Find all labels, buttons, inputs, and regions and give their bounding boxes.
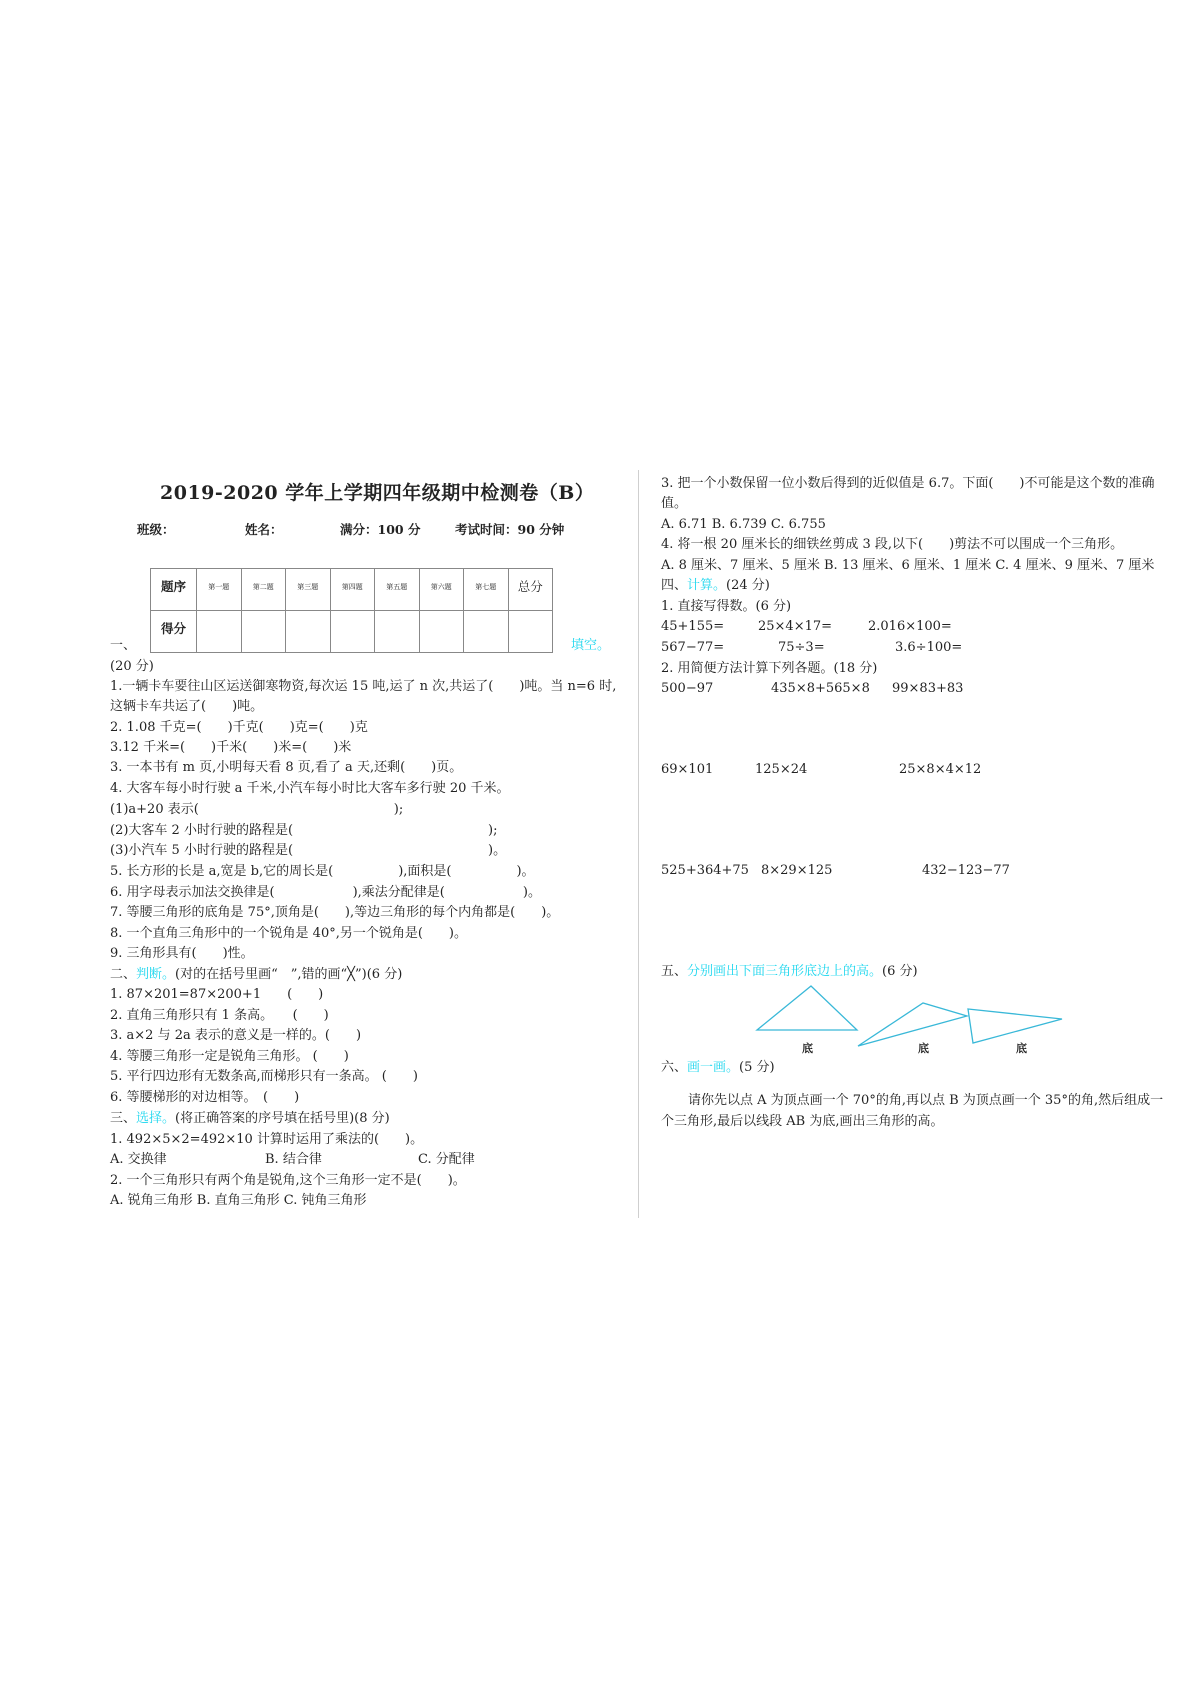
calc-item: 69×101: [661, 762, 714, 777]
s1-line: 8. 一个直角三角形中的一个锐角是 40°,另一个锐角是( )。: [110, 926, 467, 941]
col-q5: 第五题: [375, 569, 420, 611]
calc-item: 525+364+75: [661, 863, 749, 878]
s1-line: 6. 用字母表示加法交换律是( ),乘法分配律是( )。: [110, 885, 541, 900]
row-header-score: 得分: [151, 611, 197, 653]
s2-line: 1. 87×201=87×200+1 ( ): [110, 987, 324, 1002]
section4-title: 计算。: [687, 578, 727, 593]
s4-part1-title: 1. 直接写得数。(6 分): [661, 599, 792, 614]
calc-item: 500−97: [661, 681, 714, 696]
score-cell[interactable]: [375, 611, 420, 653]
calc-item: 435×8+565×8: [771, 681, 870, 696]
s1-line: 1.一辆卡车要往山区运送御寒物资,每次运 15 吨,运了 n 次,共运了( )吨。当 n=6 时,: [110, 679, 617, 694]
calc-item: 99×83+83: [892, 681, 964, 696]
score-cell[interactable]: [508, 611, 553, 653]
section5-points: (6 分): [882, 964, 918, 979]
section5-heading: [661, 962, 918, 982]
calc-item: 2.016×100=: [868, 619, 952, 634]
score-cell[interactable]: [286, 611, 331, 653]
col-q2: 第二题: [241, 569, 286, 611]
score-cell[interactable]: [197, 611, 242, 653]
s3-q2: 2. 一个三角形只有两个角是锐角,这个三角形一定不是( )。: [110, 1173, 466, 1188]
section4-heading: [661, 576, 770, 596]
s2-line: 5. 平行四边形有无数条高,而梯形只有一条高。 ( ): [110, 1069, 418, 1084]
s3-q3-options: A. 6.71 B. 6.739 C. 6.755: [661, 517, 826, 532]
calc-item: 25×8×4×12: [899, 762, 982, 777]
s2-line: 6. 等腰梯形的对边相等。 ( ): [110, 1090, 300, 1105]
s1-line: 9. 三角形具有( )性。: [110, 946, 254, 961]
score-table-header-row: [151, 569, 553, 611]
score-cell[interactable]: [464, 611, 509, 653]
s1-line: (1)a+20 表示( );: [110, 802, 404, 817]
section6-number: 六、: [661, 1060, 688, 1075]
full-score: 满分：100 分: [340, 522, 421, 537]
s3-q2-options: A. 锐角三角形 B. 直角三角形 C. 钝角三角形: [110, 1193, 367, 1208]
col-q1: 第一题: [197, 569, 242, 611]
page-title: 2019-2020 学年上学期四年级期中检测卷（B）: [160, 482, 595, 504]
section2-instruction: (对的在括号里画“ ”,错的画“╳”)(6 分): [175, 967, 403, 982]
s2-line: 4. 等腰三角形一定是锐角三角形。 ( ): [110, 1049, 349, 1064]
section1-number: 一、: [110, 638, 137, 653]
section5-number: 五、: [661, 964, 688, 979]
base-label-2: 底: [918, 1042, 929, 1055]
column-divider: [638, 470, 639, 1218]
s3-q1-option-a: A. 交换律: [110, 1152, 167, 1167]
section2-title: 判断。: [136, 967, 176, 982]
triangle-2: [858, 1003, 967, 1046]
base-label-1: 底: [802, 1042, 813, 1055]
section6-heading: [661, 1058, 775, 1078]
col-q4: 第四题: [330, 569, 375, 611]
s1-line: 3. 一本书有 m 页,小明每天看 8 页,看了 a 天,还剩( )页。: [110, 760, 463, 775]
row-header-order: 题序: [151, 569, 197, 611]
section3-heading: [110, 1109, 390, 1129]
s1-line: 3.12 千米=( )千米( )米=( )米: [110, 740, 352, 755]
s6-line1: 请你先以点 A 为顶点画一个 70°的角,再以点 B 为顶点画一个 35°的角,然后组成一: [688, 1093, 1164, 1108]
section6-title: 画一画。: [687, 1060, 740, 1075]
calc-item: 125×24: [755, 762, 808, 777]
section1-points: (20 分): [110, 659, 154, 674]
calc-item: 25×4×17=: [758, 619, 833, 634]
section5-title: 分别画出下面三角形底边上的高。: [687, 964, 883, 979]
s1-line: 7. 等腰三角形的底角是 75°,顶角是( ),等边三角形的每个内角都是( )。: [110, 905, 560, 920]
s1-line: (2)大客车 2 小时行驶的路程是( );: [110, 823, 498, 838]
section4-points: (24 分): [726, 578, 770, 593]
s6-line2: 个三角形,最后以线段 AB 为底,画出三角形的高。: [661, 1114, 944, 1129]
triangle-3: [968, 1009, 1062, 1043]
name-label: 姓名：: [245, 522, 283, 537]
score-cell[interactable]: [330, 611, 375, 653]
calc-item: 45+155=: [661, 619, 725, 634]
base-label-3: 底: [1016, 1042, 1027, 1055]
s4-part2-title: 2. 用简便方法计算下列各题。(18 分): [661, 661, 878, 676]
triangle-1: [757, 986, 857, 1030]
calc-item: 75÷3=: [778, 640, 825, 655]
s2-line: 2. 直角三角形只有 1 条高。 ( ): [110, 1008, 329, 1023]
s3-q1: 1. 492×5×2=492×10 计算时运用了乘法的( )。: [110, 1132, 424, 1147]
s3-q3-line2: 值。: [661, 496, 688, 511]
col-q3: 第三题: [286, 569, 331, 611]
calc-item: 432−123−77: [922, 863, 1010, 878]
s3-q1-option-b: B. 结合律: [265, 1152, 322, 1167]
s1-line: 2. 1.08 千克=( )千克( )克=( )克: [110, 720, 368, 735]
s2-line: 3. a×2 与 2a 表示的意义是一样的。( ): [110, 1028, 362, 1043]
s1-line: 这辆卡车共运了( )吨。: [110, 699, 264, 714]
score-cell[interactable]: [241, 611, 286, 653]
col-total: 总分: [508, 569, 553, 611]
section1-title: 填空。: [571, 638, 611, 653]
section2-number: 二、: [110, 967, 137, 982]
col-q7: 第七题: [464, 569, 509, 611]
s3-q4-options: A. 8 厘米、7 厘米、5 厘米 B. 13 厘米、6 厘米、1 厘米 C. 4 厘米、9 厘米、7 厘米: [661, 558, 1155, 573]
exam-time: 考试时间：90 分钟: [455, 522, 565, 537]
section3-instruction: (将正确答案的序号填在括号里)(8 分): [175, 1111, 390, 1126]
section3-number: 三、: [110, 1111, 137, 1126]
calc-item: 3.6÷100=: [895, 640, 963, 655]
s3-q3-line1: 3. 把一个小数保留一位小数后得到的近似值是 6.7。下面( )不可能是这个数的准确: [661, 476, 1155, 491]
calc-item: 8×29×125: [761, 863, 833, 878]
s1-line: 5. 长方形的长是 a,宽是 b,它的周长是( ),面积是( )。: [110, 864, 535, 879]
section6-points: (5 分): [739, 1060, 775, 1075]
col-q6: 第六题: [419, 569, 464, 611]
s3-q4: 4. 将一根 20 厘米长的细铁丝剪成 3 段,以下( )剪法不可以围成一个三角形。: [661, 537, 1124, 552]
class-label: 班级：: [137, 522, 175, 537]
section4-number: 四、: [661, 578, 688, 593]
calc-item: 567−77=: [661, 640, 725, 655]
s1-line: (3)小汽车 5 小时行驶的路程是( )。: [110, 843, 507, 858]
section3-title: 选择。: [136, 1111, 176, 1126]
score-table: [150, 568, 553, 653]
s1-line: 4. 大客车每小时行驶 a 千米,小汽车每小时比大客车多行驶 20 千米。: [110, 781, 510, 796]
section2-heading: [110, 965, 402, 985]
score-cell[interactable]: [419, 611, 464, 653]
s3-q1-option-c: C. 分配律: [418, 1152, 475, 1167]
score-table-score-row: [151, 611, 553, 653]
